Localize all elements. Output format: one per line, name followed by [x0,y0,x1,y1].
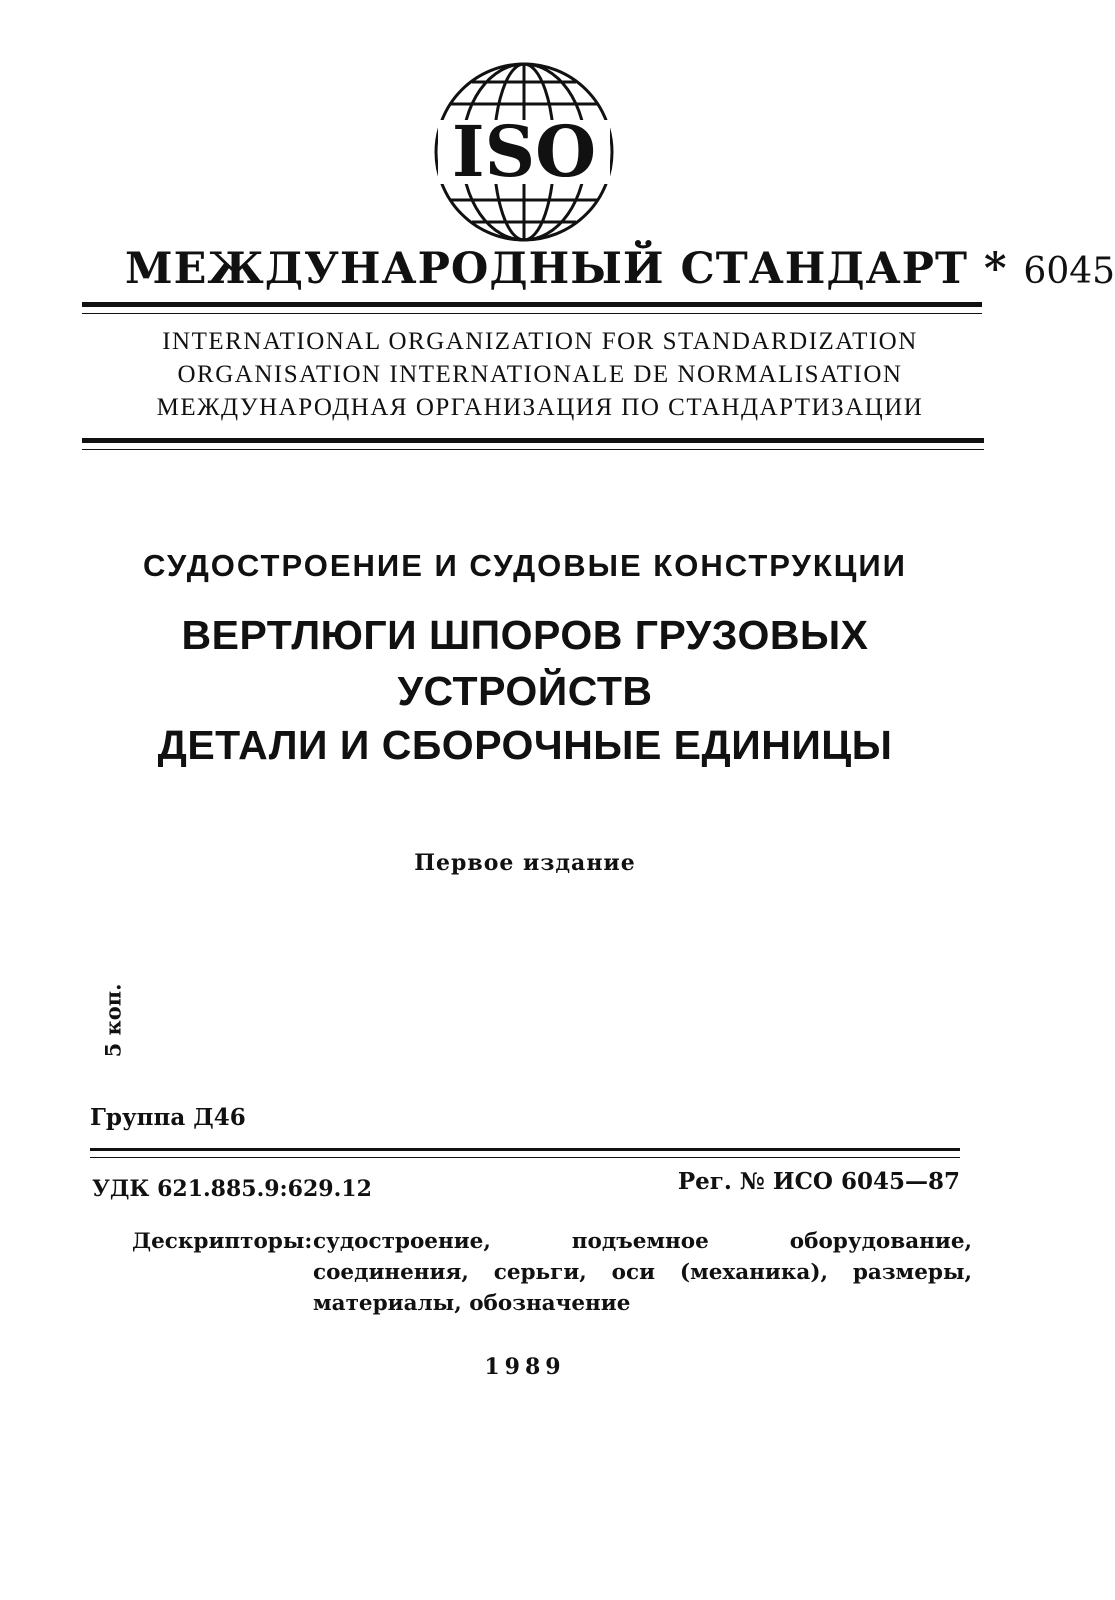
footer-rule [90,1148,960,1151]
udk-code: УДК 621.885.9:629.12 [92,1176,372,1202]
publication-year: 1989 [484,1354,566,1380]
footer-rule-thin [90,1157,960,1158]
standard-number: 6045 [1023,251,1115,292]
org-name-french: ORGANISATION INTERNATIONALE DE NORMALISATION [177,361,903,388]
group-label: Группа Д46 [90,1104,246,1131]
descriptors-block [132,1226,972,1319]
standard-star: * [983,244,1008,294]
org-name-english: INTERNATIONAL ORGANIZATION FOR STANDARDIZATION [162,328,918,355]
org-name-russian: МЕЖДУНАРОДНАЯ ОРГАНИЗАЦИЯ ПО СТАНДАРТИЗАЦИИ [156,394,924,421]
top-rule [82,302,982,307]
standard-title: МЕЖДУНАРОДНЫЙ СТАНДАРТ [125,244,968,294]
middle-rule-thin [82,449,984,450]
document-title-line-1: ВЕРТЛЮГИ ШПОРОВ ГРУЗОВЫХ [181,612,869,658]
price-label: 5 коп. [100,983,126,1058]
descriptors-label: Дескрипторы: [132,1229,313,1254]
iso-logo-text: ISO [451,110,597,193]
document-title-line-3: ДЕТАЛИ И СБОРОЧНЫЕ ЕДИНИЦЫ [157,722,893,768]
document-title-line-2: УСТРОЙСТВ [397,668,653,714]
middle-rule [82,438,984,443]
edition-label: Первое издание [414,850,636,876]
standard-heading [125,244,1115,294]
registration-number: Рег. № ИСО 6045—87 [677,1168,960,1195]
iso-logo [432,60,616,244]
document-subject: СУДОСТРОЕНИЕ И СУДОВЫЕ КОНСТРУКЦИИ [143,548,907,583]
descriptors-text: судостроение, подъемное оборудование, соединения, серьги, оси (механика), размеры, материалы, обозначение [313,1229,972,1316]
top-rule-thin [82,313,982,314]
